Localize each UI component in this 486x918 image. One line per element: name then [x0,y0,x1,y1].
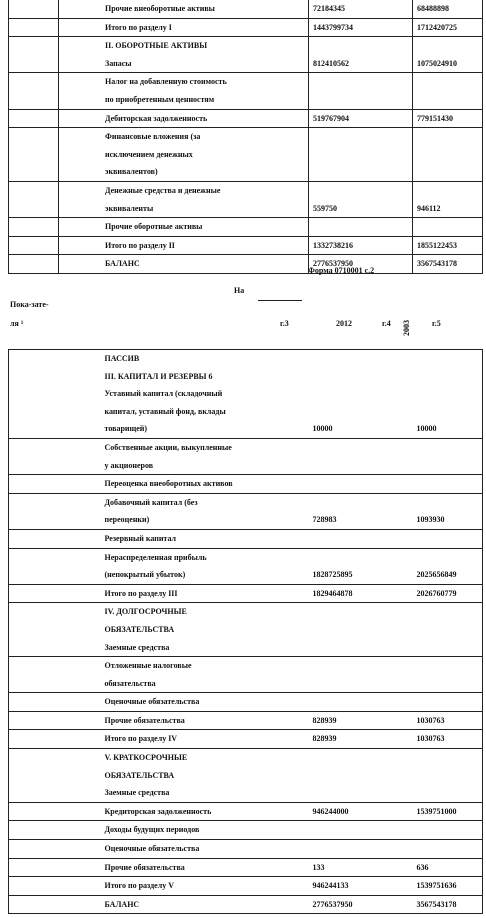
row-value-2003 [413,657,483,693]
row-value-2012: 1332738216 [309,236,413,255]
row-name: БАЛАНС [59,255,309,274]
row-name: Итого по разделу IV [59,730,309,749]
row-value-2003: 1712420725 [413,18,483,37]
table-row [9,877,483,896]
row-value-2012: 72184345 [309,0,413,18]
row-value-2003 [413,603,483,657]
row-code-cell [9,821,59,840]
table-row [9,181,483,217]
row-value-2003: 1855122453 [413,236,483,255]
row-code-cell [9,711,59,730]
row-name: Нераспределенная прибыль (непокрытый убыток) [59,548,309,584]
row-value-2003: 2025656849 [413,548,483,584]
row-code-cell [9,255,59,274]
table-row [9,657,483,693]
row-value-2003: 10000 [413,350,483,439]
table-row [9,18,483,37]
row-value-2003: 2026760779 [413,584,483,603]
row-value-2003: 1030763 [413,711,483,730]
row-code-cell [9,438,59,474]
row-value-2003 [413,475,483,494]
table-row [9,895,483,914]
table-row [9,218,483,237]
row-code-cell [9,730,59,749]
row-value-2003 [413,73,483,109]
row-name: ПАССИВ III. КАПИТАЛ И РЕЗЕРВЫ 6 Уставный капитал (складочный капитал, уставный фонд, вклады товарищей) [59,350,309,439]
row-value-2012 [309,438,413,474]
row-name: Кредиторская задолженность [59,802,309,821]
row-code-cell [9,218,59,237]
row-name: Доходы будущих периодов [59,821,309,840]
row-code-cell [9,350,59,439]
row-code-cell [9,840,59,859]
row-name: Прочие оборотные активы [59,218,309,237]
row-code-cell [9,858,59,877]
header-col-g4: г.4 [382,319,391,328]
header-rule [258,300,302,301]
header-col-g5: г.5 [432,319,441,328]
row-code-cell [9,693,59,712]
row-value-2003 [413,438,483,474]
row-value-2012: 10000 [309,350,413,439]
table-row [9,0,483,18]
row-value-2012 [309,218,413,237]
row-code-cell [9,802,59,821]
row-code-cell [9,73,59,109]
row-name: Переоценка внеоборотных активов [59,475,309,494]
row-code-cell [9,548,59,584]
row-code-cell [9,493,59,529]
row-name: II. ОБОРОТНЫЕ АКТИВЫ Запасы [59,37,309,73]
header-year-2012: 2012 [336,319,352,328]
row-name: Итого по разделу III [59,584,309,603]
row-value-2003: 1030763 [413,730,483,749]
row-name: Отложенные налоговые обязательства [59,657,309,693]
row-name: Финансовые вложения (за исключением денежных эквивалентов) [59,128,309,182]
form-label: Форма 0710001 с.2 [308,266,375,275]
table-row [9,548,483,584]
row-name: Прочие обязательства [59,858,309,877]
row-code-cell [9,236,59,255]
row-code-cell [9,584,59,603]
row-value-2003 [413,821,483,840]
row-value-2003: 1093930 [413,493,483,529]
row-code-cell [9,895,59,914]
row-value-2012: 519767904 [309,109,413,128]
table-row [9,821,483,840]
table-row [9,840,483,859]
row-value-2012 [309,128,413,182]
row-code-cell [9,37,59,73]
row-name: Дебиторская задолженность [59,109,309,128]
row-name: V. КРАТКОСРОЧНЫЕ ОБЯЗАТЕЛЬСТВА Заемные средства [59,749,309,803]
table-row [9,493,483,529]
table-row [9,730,483,749]
row-value-2012 [309,475,413,494]
row-code-cell [9,529,59,548]
row-code-cell [9,181,59,217]
row-code-cell [9,877,59,896]
row-value-2012 [309,749,413,803]
table-row [9,711,483,730]
table-row [9,749,483,803]
row-name: Налог на добавленную стоимость по приобретенным ценностям [59,73,309,109]
row-value-2012: 1829464878 [309,584,413,603]
row-value-2012: 1828725895 [309,548,413,584]
row-value-2012 [309,840,413,859]
row-value-2012: 2776537950 [309,255,413,274]
row-code-cell [9,109,59,128]
table-row [9,37,483,73]
table-row [9,128,483,182]
row-code-cell [9,475,59,494]
table-row [9,73,483,109]
assets-table [8,0,483,274]
header-pokazatel-cont: ля ¹ [10,319,24,328]
row-value-2012: 559750 [309,181,413,217]
row-name: Прочие обязательства [59,711,309,730]
row-code-cell [9,603,59,657]
row-name: Добавочный капитал (без переоценки) [59,493,309,529]
row-code-cell [9,749,59,803]
row-value-2003 [413,218,483,237]
row-value-2003: 946112 [413,181,483,217]
row-value-2012: 1443799734 [309,18,413,37]
header-year-2003: 2003 [402,320,411,336]
row-value-2003: 779151430 [413,109,483,128]
row-value-2012: 812410562 [309,37,413,73]
row-value-2003 [413,128,483,182]
table-row [9,236,483,255]
row-code-cell [9,18,59,37]
row-value-2012: 133 [309,858,413,877]
row-value-2003 [413,840,483,859]
row-name: Прочие внеоборотные активы [59,0,309,18]
row-value-2003: 636 [413,858,483,877]
row-value-2003: 68488898 [413,0,483,18]
row-value-2012 [309,603,413,657]
row-code-cell [9,0,59,18]
row-value-2012: 2776537950 [309,895,413,914]
row-value-2012: 946244133 [309,877,413,896]
row-value-2003: 3567543178 [413,895,483,914]
row-value-2003: 1539751000 [413,802,483,821]
row-name: Собственные акции, выкупленные у акционеров [59,438,309,474]
row-value-2012: 828939 [309,711,413,730]
row-name: Итого по разделу I [59,18,309,37]
row-value-2003: 1539751636 [413,877,483,896]
table-row [9,802,483,821]
row-value-2012 [309,73,413,109]
row-value-2003: 3567543178 [413,255,483,274]
row-name: Итого по разделу V [59,877,309,896]
table-row [9,584,483,603]
row-value-2012 [309,657,413,693]
row-value-2003 [413,749,483,803]
row-value-2012 [309,821,413,840]
table-row [9,529,483,548]
row-value-2012: 728983 [309,493,413,529]
table-row [9,858,483,877]
table-row [9,475,483,494]
table-row [9,109,483,128]
table-row [9,350,483,439]
row-name: Денежные средства и денежные эквиваленты [59,181,309,217]
table-row [9,255,483,274]
row-code-cell [9,128,59,182]
liabilities-table [8,349,483,914]
row-value-2003: 1075024910 [413,37,483,73]
row-value-2012 [309,693,413,712]
row-name: Итого по разделу II [59,236,309,255]
row-value-2012 [309,529,413,548]
row-name: Оценочные обязательства [59,693,309,712]
table-row [9,438,483,474]
header-na: На [234,286,245,295]
row-name: IV. ДОЛГОСРОЧНЫЕ ОБЯЗАТЕЛЬСТВА Заемные средства [59,603,309,657]
table-row [9,603,483,657]
row-value-2012: 828939 [309,730,413,749]
header-pokazatel: Пока-зате- [10,300,49,309]
row-name: Резервный капитал [59,529,309,548]
row-value-2003 [413,693,483,712]
row-name: БАЛАНС [59,895,309,914]
table-row [9,693,483,712]
row-code-cell [9,657,59,693]
row-name: Оценочные обязательства [59,840,309,859]
row-value-2003 [413,529,483,548]
row-value-2012: 946244000 [309,802,413,821]
header-col-g3: г.3 [280,319,289,328]
